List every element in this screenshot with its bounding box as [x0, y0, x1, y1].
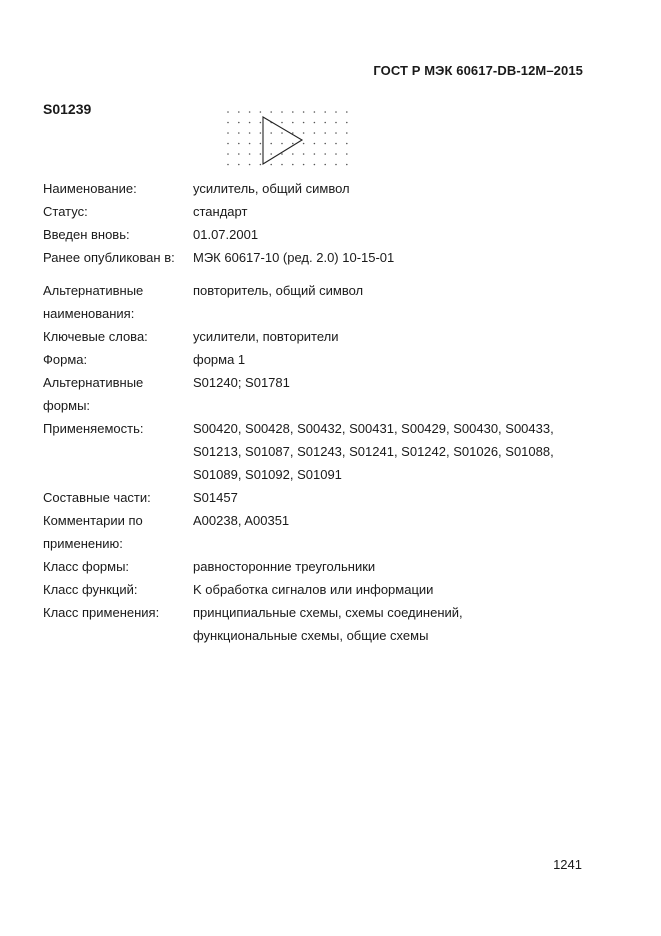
- grid-dot: [238, 143, 240, 145]
- grid-dot: [324, 164, 326, 166]
- value-form: форма 1: [193, 352, 246, 367]
- grid-dot: [260, 111, 262, 113]
- amplifier-symbol-icon: [222, 108, 352, 170]
- grid-dot: [238, 164, 240, 166]
- value-comments: A00238, A00351: [193, 513, 290, 528]
- grid-dot: [270, 143, 272, 145]
- label-function-class: Класс функций:: [43, 582, 138, 597]
- value-shape-class: равносторонние треугольники: [193, 559, 376, 574]
- grid-dot: [227, 111, 229, 113]
- grid-dot: [292, 164, 294, 166]
- value-alt-forms: S01240; S01781: [193, 375, 290, 390]
- grid-dot: [260, 164, 262, 166]
- row-function-class: [43, 578, 563, 601]
- grid-dot: [346, 153, 348, 155]
- label-name: Наименование:: [43, 181, 137, 196]
- value-introduced: 01.07.2001: [193, 227, 259, 242]
- row-comments: [43, 509, 563, 555]
- label-status: Статус:: [43, 204, 88, 219]
- grid-dot: [335, 122, 337, 124]
- grid-dot: [292, 153, 294, 155]
- grid-dot: [270, 164, 272, 166]
- label-shape-class: Класс формы:: [43, 559, 130, 574]
- label-keywords: Ключевые слова:: [43, 329, 148, 344]
- symbol-attributes: [43, 177, 563, 647]
- grid-dot: [227, 122, 229, 124]
- grid-dot: [260, 153, 262, 155]
- grid-dot: [324, 132, 326, 134]
- grid-dot: [292, 111, 294, 113]
- grid-dot: [292, 143, 294, 145]
- grid-dot: [227, 164, 229, 166]
- grid-dot: [292, 122, 294, 124]
- grid-dot: [260, 122, 262, 124]
- grid-dot: [249, 111, 251, 113]
- grid-dot: [238, 111, 240, 113]
- row-name: [43, 177, 563, 200]
- grid-dot: [249, 132, 251, 134]
- page-number: 1241: [553, 857, 582, 872]
- grid-dot: [314, 132, 316, 134]
- grid-dot: [346, 164, 348, 166]
- value-applicability: S00420, S00428, S00432, S00431, S00429, S00430, S00433, S01213, S01087, S01243, S01241, S01242, S01026, S01088, S01089, S01092, S01091: [193, 421, 554, 482]
- label-applicability: Применяемость:: [43, 421, 144, 436]
- grid-dot: [238, 122, 240, 124]
- grid-dot: [249, 122, 251, 124]
- label-application-class: Класс применения:: [43, 605, 160, 620]
- label-alt-names: Альтернативные наименования:: [43, 283, 144, 321]
- grid-dot: [270, 132, 272, 134]
- grid-dot: [227, 132, 229, 134]
- grid-dot: [324, 122, 326, 124]
- row-applicability: [43, 417, 563, 486]
- symbol-code: S01239: [43, 101, 92, 117]
- value-function-class: K обработка сигналов или информации: [193, 582, 434, 597]
- row-shape-class: [43, 555, 563, 578]
- row-alt-names: [43, 279, 563, 325]
- grid-dot: [260, 132, 262, 134]
- grid-dot: [249, 143, 251, 145]
- value-name: усилитель, общий символ: [193, 181, 350, 196]
- grid-dot: [314, 164, 316, 166]
- grid-dot: [238, 132, 240, 134]
- row-application-class: [43, 601, 563, 647]
- row-components: [43, 486, 563, 509]
- grid-dot: [314, 153, 316, 155]
- grid-dot: [324, 111, 326, 113]
- grid-dot: [335, 111, 337, 113]
- grid-dot: [281, 143, 283, 145]
- grid-dot: [227, 153, 229, 155]
- grid-dot: [314, 143, 316, 145]
- grid-dot: [346, 111, 348, 113]
- row-alt-forms: [43, 371, 563, 417]
- grid-dot: [270, 111, 272, 113]
- grid-dot: [324, 153, 326, 155]
- grid-dot: [314, 122, 316, 124]
- value-published-in: МЭК 60617-10 (ред. 2.0) 10-15-01: [193, 250, 395, 265]
- grid-dot: [314, 111, 316, 113]
- grid-dot: [346, 122, 348, 124]
- grid-dot: [346, 132, 348, 134]
- row-status: [43, 200, 563, 223]
- document-header: ГОСТ Р МЭК 60617-DB-12M–2015: [373, 63, 583, 78]
- amplifier-triangle: [263, 117, 302, 164]
- grid-dot: [260, 143, 262, 145]
- grid-dot: [303, 122, 305, 124]
- grid-dot: [335, 153, 337, 155]
- row-published-in: [43, 246, 563, 269]
- grid-dot: [238, 153, 240, 155]
- grid-dot: [292, 132, 294, 134]
- grid-dot: [303, 153, 305, 155]
- row-introduced: [43, 223, 563, 246]
- grid-dot: [281, 111, 283, 113]
- row-keywords: [43, 325, 563, 348]
- grid-dot: [303, 164, 305, 166]
- grid-dot: [303, 111, 305, 113]
- grid-dot: [281, 153, 283, 155]
- grid-dot: [335, 132, 337, 134]
- grid-dot: [249, 164, 251, 166]
- grid-dot: [303, 143, 305, 145]
- grid-dot: [227, 143, 229, 145]
- label-published-in: Ранее опубликован в:: [43, 250, 175, 265]
- grid-dot: [303, 132, 305, 134]
- grid-dot: [249, 153, 251, 155]
- label-comments: Комментарии по применению:: [43, 513, 143, 551]
- grid-dot: [335, 164, 337, 166]
- grid-dot: [324, 143, 326, 145]
- grid-dot: [281, 122, 283, 124]
- grid-dot: [270, 153, 272, 155]
- grid-dot: [281, 164, 283, 166]
- label-alt-forms: Альтернативные формы:: [43, 375, 144, 413]
- value-status: стандарт: [193, 204, 248, 219]
- label-components: Составные части:: [43, 490, 151, 505]
- value-keywords: усилители, повторители: [193, 329, 339, 344]
- grid-dot: [281, 132, 283, 134]
- grid-dot: [346, 143, 348, 145]
- value-alt-names: повторитель, общий символ: [193, 283, 364, 298]
- label-introduced: Введен вновь:: [43, 227, 130, 242]
- grid-dot: [335, 143, 337, 145]
- label-form: Форма:: [43, 352, 88, 367]
- row-form: [43, 348, 563, 371]
- value-components: S01457: [193, 490, 238, 505]
- value-application-class: принципиальные схемы, схемы соединений, функциональные схемы, общие схемы: [193, 605, 463, 643]
